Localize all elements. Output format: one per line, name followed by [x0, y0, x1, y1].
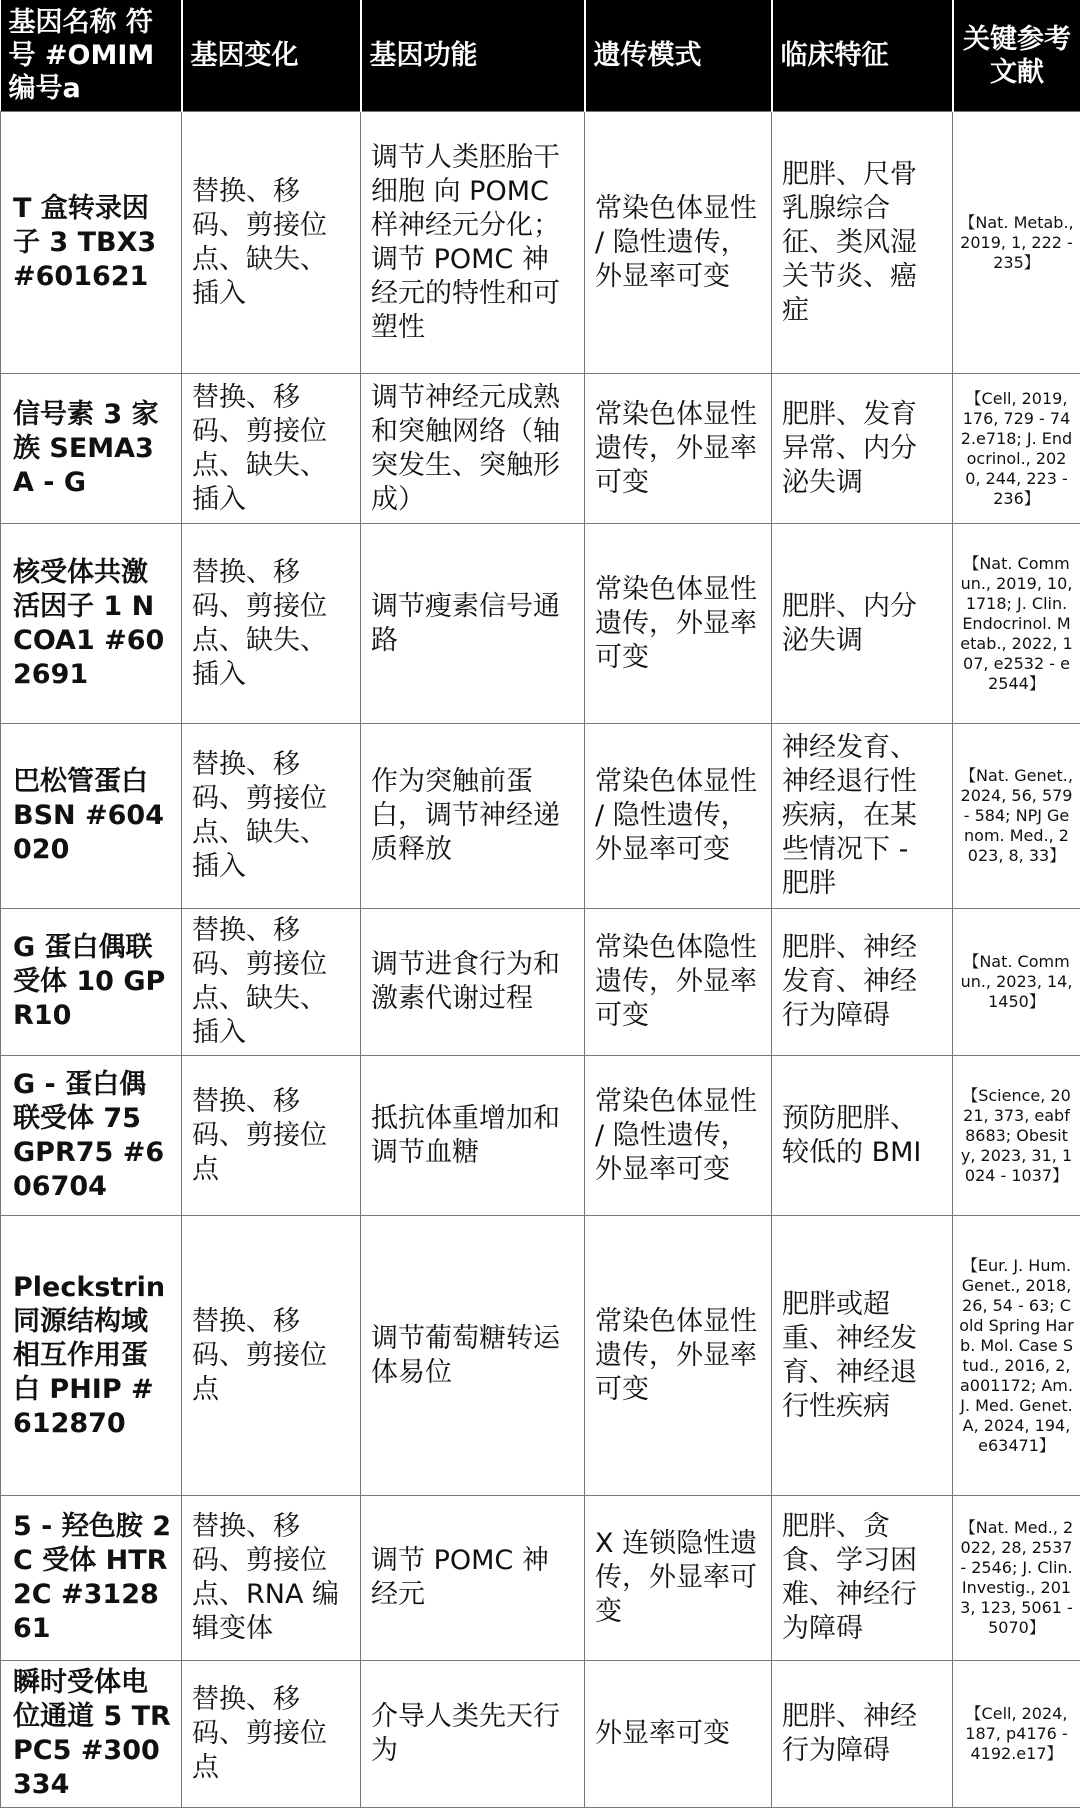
- change-cell: 替换、移码、剪接位点、缺失、插入: [182, 909, 361, 1056]
- function-cell: 调节进食行为和激素代谢过程: [361, 909, 585, 1056]
- reference-cell: 【Science, 2021, 373, eabf8683; Obesity, 2023, 31, 1024 - 1037】: [953, 1056, 1080, 1216]
- header-gene-change: 基因变化: [182, 0, 361, 112]
- table-body: [1, 112, 1080, 1808]
- gene-cell: T 盒转录因子 3 TBX3 #601621: [1, 112, 182, 374]
- function-cell: 调节瘦素信号通路: [361, 524, 585, 724]
- reference-cell: 【Cell, 2024, 187, p4176 - 4192.e17】: [953, 1661, 1080, 1808]
- function-cell: 调节神经元成熟和突触网络（轴突发生、突触形成）: [361, 374, 585, 524]
- reference-cell: 【Cell, 2019, 176, 729 - 742.e718; J. Endocrinol., 2020, 244, 223 - 236】: [953, 374, 1080, 524]
- reference-cell: 【Nat. Commun., 2019, 10, 1718; J. Clin. Endocrinol. Metab., 2022, 107, e2532 - e2544】: [953, 524, 1080, 724]
- table-row: [1, 1661, 1080, 1808]
- table-row: [1, 1056, 1080, 1216]
- gene-cell: G - 蛋白偶联受体 75 GPR75 #606704: [1, 1056, 182, 1216]
- change-cell: 替换、移码、剪接位点、RNA 编辑变体: [182, 1496, 361, 1661]
- change-cell: 替换、移码、剪接位点、缺失、插入: [182, 374, 361, 524]
- function-cell: 调节葡萄糖转运体易位: [361, 1216, 585, 1496]
- reference-cell: 【Nat. Metab., 2019, 1, 222 - 235】: [953, 112, 1080, 374]
- gene-cell: 巴松管蛋白 BSN #604020: [1, 724, 182, 909]
- change-cell: 替换、移码、剪接位点: [182, 1661, 361, 1808]
- gene-cell: 瞬时受体电位通道 5 TRPC5 #300334: [1, 1661, 182, 1808]
- clinical-cell: 神经发育、神经退行性疾病，在某些情况下 - 肥胖: [772, 724, 953, 909]
- change-cell: 替换、移码、剪接位点、缺失、插入: [182, 112, 361, 374]
- inheritance-cell: 常染色体显性遗传，外显率可变: [585, 524, 772, 724]
- inheritance-cell: 常染色体显性 / 隐性遗传，外显率可变: [585, 112, 772, 374]
- change-cell: 替换、移码、剪接位点: [182, 1216, 361, 1496]
- change-cell: 替换、移码、剪接位点、缺失、插入: [182, 724, 361, 909]
- inheritance-cell: 常染色体显性遗传，外显率可变: [585, 1216, 772, 1496]
- function-cell: 作为突触前蛋白，调节神经递质释放: [361, 724, 585, 909]
- clinical-cell: 肥胖、神经行为障碍: [772, 1661, 953, 1808]
- table-row: [1, 909, 1080, 1056]
- inheritance-cell: X 连锁隐性遗传，外显率可变: [585, 1496, 772, 1661]
- table-row: [1, 112, 1080, 374]
- table-row: [1, 724, 1080, 909]
- header-clinical: 临床特征: [772, 0, 953, 112]
- reference-cell: 【Nat. Commun., 2023, 14, 1450】: [953, 909, 1080, 1056]
- clinical-cell: 肥胖、神经发育、神经行为障碍: [772, 909, 953, 1056]
- header-gene-function: 基因功能: [361, 0, 585, 112]
- gene-cell: Pleckstrin 同源结构域相互作用蛋白 PHIP #612870: [1, 1216, 182, 1496]
- gene-cell: 信号素 3 家族 SEMA3 A - G: [1, 374, 182, 524]
- table-row: [1, 1496, 1080, 1661]
- function-cell: 调节人类胚胎干细胞 向 POMC 样神经元分化；调节 POMC 神经元的特性和可塑性: [361, 112, 585, 374]
- gene-cell: 核受体共激活因子 1 NCOA1 #602691: [1, 524, 182, 724]
- change-cell: 替换、移码、剪接位点、缺失、插入: [182, 524, 361, 724]
- table-row: [1, 524, 1080, 724]
- clinical-cell: 肥胖、贪食、学习困难、神经行为障碍: [772, 1496, 953, 1661]
- inheritance-cell: 常染色体显性遗传，外显率可变: [585, 374, 772, 524]
- table-header: [1, 0, 1080, 112]
- change-cell: 替换、移码、剪接位点: [182, 1056, 361, 1216]
- header-gene-name: 基因名称 符号 #OMIM 编号a: [1, 0, 182, 112]
- clinical-cell: 肥胖、发育异常、内分泌失调: [772, 374, 953, 524]
- inheritance-cell: 常染色体显性 / 隐性遗传，外显率可变: [585, 724, 772, 909]
- header-row: [1, 0, 1080, 112]
- clinical-cell: 肥胖、内分泌失调: [772, 524, 953, 724]
- inheritance-cell: 外显率可变: [585, 1661, 772, 1808]
- clinical-cell: 预防肥胖、较低的 BMI: [772, 1056, 953, 1216]
- table-row: [1, 1216, 1080, 1496]
- function-cell: 抵抗体重增加和调节血糖: [361, 1056, 585, 1216]
- function-cell: 调节 POMC 神经元: [361, 1496, 585, 1661]
- clinical-cell: 肥胖、尺骨乳腺综合征、类风湿关节炎、癌症: [772, 112, 953, 374]
- table-row: [1, 374, 1080, 524]
- reference-cell: 【Nat. Med., 2022, 28, 2537 - 2546; J. Clin. Investig., 2013, 123, 5061 - 5070】: [953, 1496, 1080, 1661]
- gene-cell: 5 - 羟色胺 2C 受体 HTR2C #312861: [1, 1496, 182, 1661]
- gene-cell: G 蛋白偶联受体 10 GPR10: [1, 909, 182, 1056]
- header-references: 关键参考文献: [953, 0, 1080, 112]
- function-cell: 介导人类先天行为: [361, 1661, 585, 1808]
- reference-cell: 【Nat. Genet., 2024, 56, 579 - 584; NPJ Genom. Med., 2023, 8, 33】: [953, 724, 1080, 909]
- inheritance-cell: 常染色体显性 / 隐性遗传，外显率可变: [585, 1056, 772, 1216]
- reference-cell: 【Eur. J. Hum. Genet., 2018, 26, 54 - 63; Cold Spring Harb. Mol. Case Stud., 2016, 2, a001172; Am. J. Med. Genet. A, 2024, 194, e63471】: [953, 1216, 1080, 1496]
- header-inheritance: 遗传模式: [585, 0, 772, 112]
- clinical-cell: 肥胖或超重、神经发育、神经退行性疾病: [772, 1216, 953, 1496]
- inheritance-cell: 常染色体隐性遗传，外显率可变: [585, 909, 772, 1056]
